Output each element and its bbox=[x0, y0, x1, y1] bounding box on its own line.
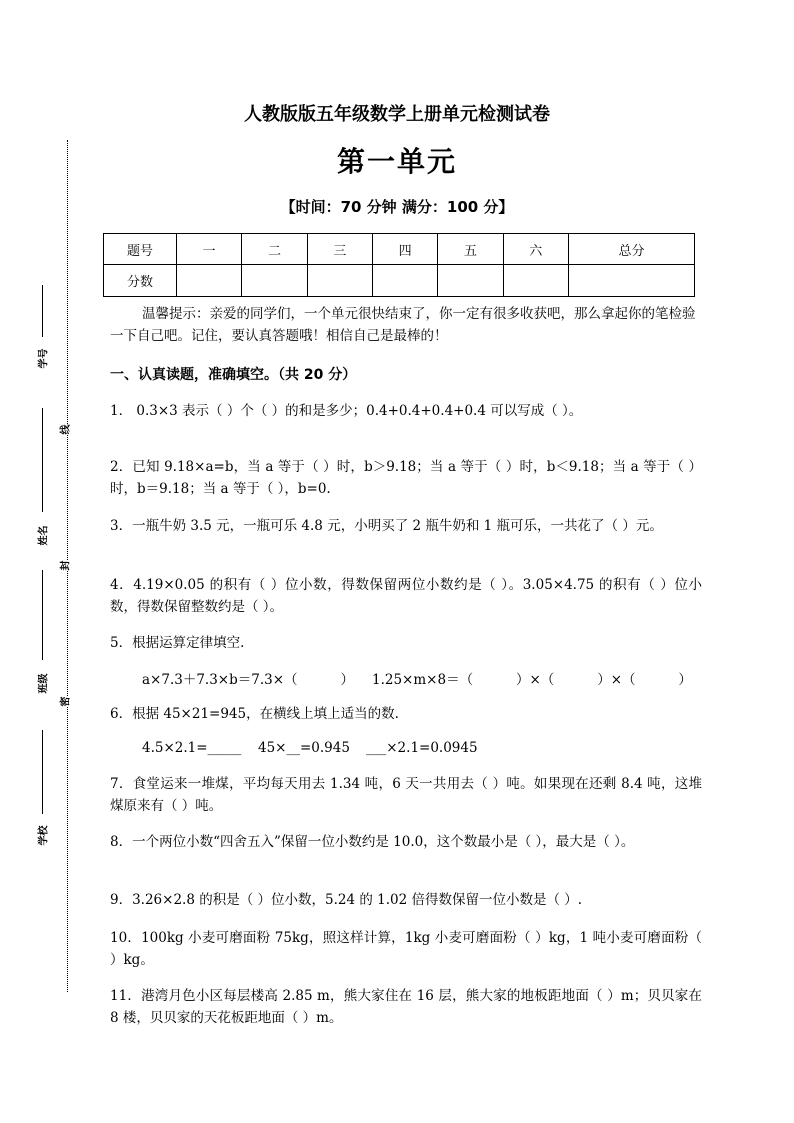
name-label: 姓名 bbox=[38, 525, 50, 546]
seal-mark-line: 线 bbox=[55, 425, 74, 435]
score-cell[interactable] bbox=[438, 265, 503, 297]
table-header-cell: 一 bbox=[177, 234, 242, 265]
score-cell[interactable] bbox=[307, 265, 372, 297]
warm-tip: 温馨提示：亲爱的同学们，一个单元很快结束了，你一定有很多收获吧，那么拿起你的笔检验一下自己吧。记住，要认真答题哦！相信自己是最棒的！ bbox=[110, 306, 696, 344]
student-number-label: 学号 bbox=[38, 348, 50, 369]
table-header-cell: 五 bbox=[438, 234, 503, 265]
score-table-score-row bbox=[104, 265, 695, 297]
question-2: 2．已知 9.18×a=b，当 a 等于（ ）时，b＞9.18；当 a 等于（ ）时，b＜9.18；当 a 等于（ ）时，b＝9.18；当 a 等于（ ），b=0. bbox=[110, 459, 702, 497]
school-label: 学校 bbox=[38, 825, 50, 846]
question-6: 6．根据 45×21=945，在横线上填上适当的数. bbox=[110, 706, 399, 722]
seal-mark-secret: 密 bbox=[55, 697, 74, 707]
class-underline bbox=[42, 570, 43, 660]
school-underline bbox=[42, 730, 43, 814]
score-cell[interactable] bbox=[568, 265, 694, 297]
score-cell[interactable] bbox=[372, 265, 437, 297]
table-header-cell: 题号 bbox=[104, 234, 177, 265]
question-3: 3．一瓶牛奶 3.5 元，一瓶可乐 4.8 元，小明买了 2 瓶牛奶和 1 瓶可乐，一共花了（ ）元。 bbox=[110, 518, 663, 534]
table-header-cell: 总分 bbox=[568, 234, 694, 265]
question-6-fill-a: 4.5×2.1=_____ bbox=[142, 740, 242, 756]
name-underline bbox=[42, 408, 43, 512]
exam-subtitle: 人教版版五年级数学上册单元检测试卷 bbox=[244, 104, 550, 125]
question-11: 11．港湾月色小区每层楼高 2.85 m，熊大家住在 16 层，熊大家的地板距地面（ ）m；贝贝家在 8 楼，贝贝家的天花板距地面（ ）m。 bbox=[110, 988, 702, 1026]
question-1: 1． 0.3×3 表示（ ）个（ ）的和是多少；0.4+0.4+0.4+0.4 可以写成（ ）。 bbox=[110, 403, 583, 419]
question-6-fill-c: ___×2.1=0.0945 bbox=[366, 740, 478, 756]
question-10: 10．100kg 小麦可磨面粉 75kg，照这样计算，1kg 小麦可磨面粉（ ）kg，1 吨小麦可磨面粉（ ）kg。 bbox=[110, 930, 702, 968]
table-header-cell: 二 bbox=[242, 234, 307, 265]
question-4: 4．4.19×0.05 的积有（ ）位小数，得数保留两位小数约是（ ）。3.05×4.75 的积有（ ）位小数，得数保留整数约是（ ）。 bbox=[110, 577, 702, 615]
seal-mark-seal: 封 bbox=[55, 561, 74, 571]
class-label: 班级 bbox=[38, 673, 50, 694]
question-8: 8．一个两位小数“四舍五入”保留一位小数约是 10.0，这个数最小是（ ），最大是（ ）。 bbox=[110, 834, 635, 850]
score-table-header-row bbox=[104, 234, 695, 265]
score-table bbox=[103, 233, 695, 297]
table-header-cell: 四 bbox=[372, 234, 437, 265]
exam-time-info: 【时间：70 分钟 满分：100 分】 bbox=[280, 198, 514, 216]
table-header-cell: 六 bbox=[503, 234, 568, 265]
score-cell[interactable] bbox=[242, 265, 307, 297]
section-1-title: 一、认真读题，准确填空。（共 20 分） bbox=[110, 367, 357, 383]
exam-title: 第一单元 bbox=[336, 145, 457, 178]
score-cell[interactable] bbox=[503, 265, 568, 297]
question-9: 9．3.26×2.8 的积是（ ）位小数，5.24 的 1.02 倍得数保留一位小数是（ ）. bbox=[110, 892, 583, 908]
question-5-fill-b: 1.25×m×8＝（ ）×（ ）×（ ） bbox=[372, 672, 692, 688]
question-7: 7．食堂运来一堆煤，平均每天用去 1.34 吨，6 天一共用去（ ）吨。如果现在还剩 8.4 吨，这堆煤原来有（ ）吨。 bbox=[110, 776, 702, 814]
table-header-cell: 三 bbox=[307, 234, 372, 265]
question-5: 5．根据运算定律填空. bbox=[110, 635, 245, 651]
question-5-fill-a: a×7.3＋7.3×b＝7.3×（ ） bbox=[142, 672, 354, 688]
score-row-label: 分数 bbox=[104, 265, 177, 297]
question-6-fill-b: 45×__=0.945 bbox=[258, 740, 350, 756]
score-cell[interactable] bbox=[177, 265, 242, 297]
student-number-underline bbox=[42, 285, 43, 337]
